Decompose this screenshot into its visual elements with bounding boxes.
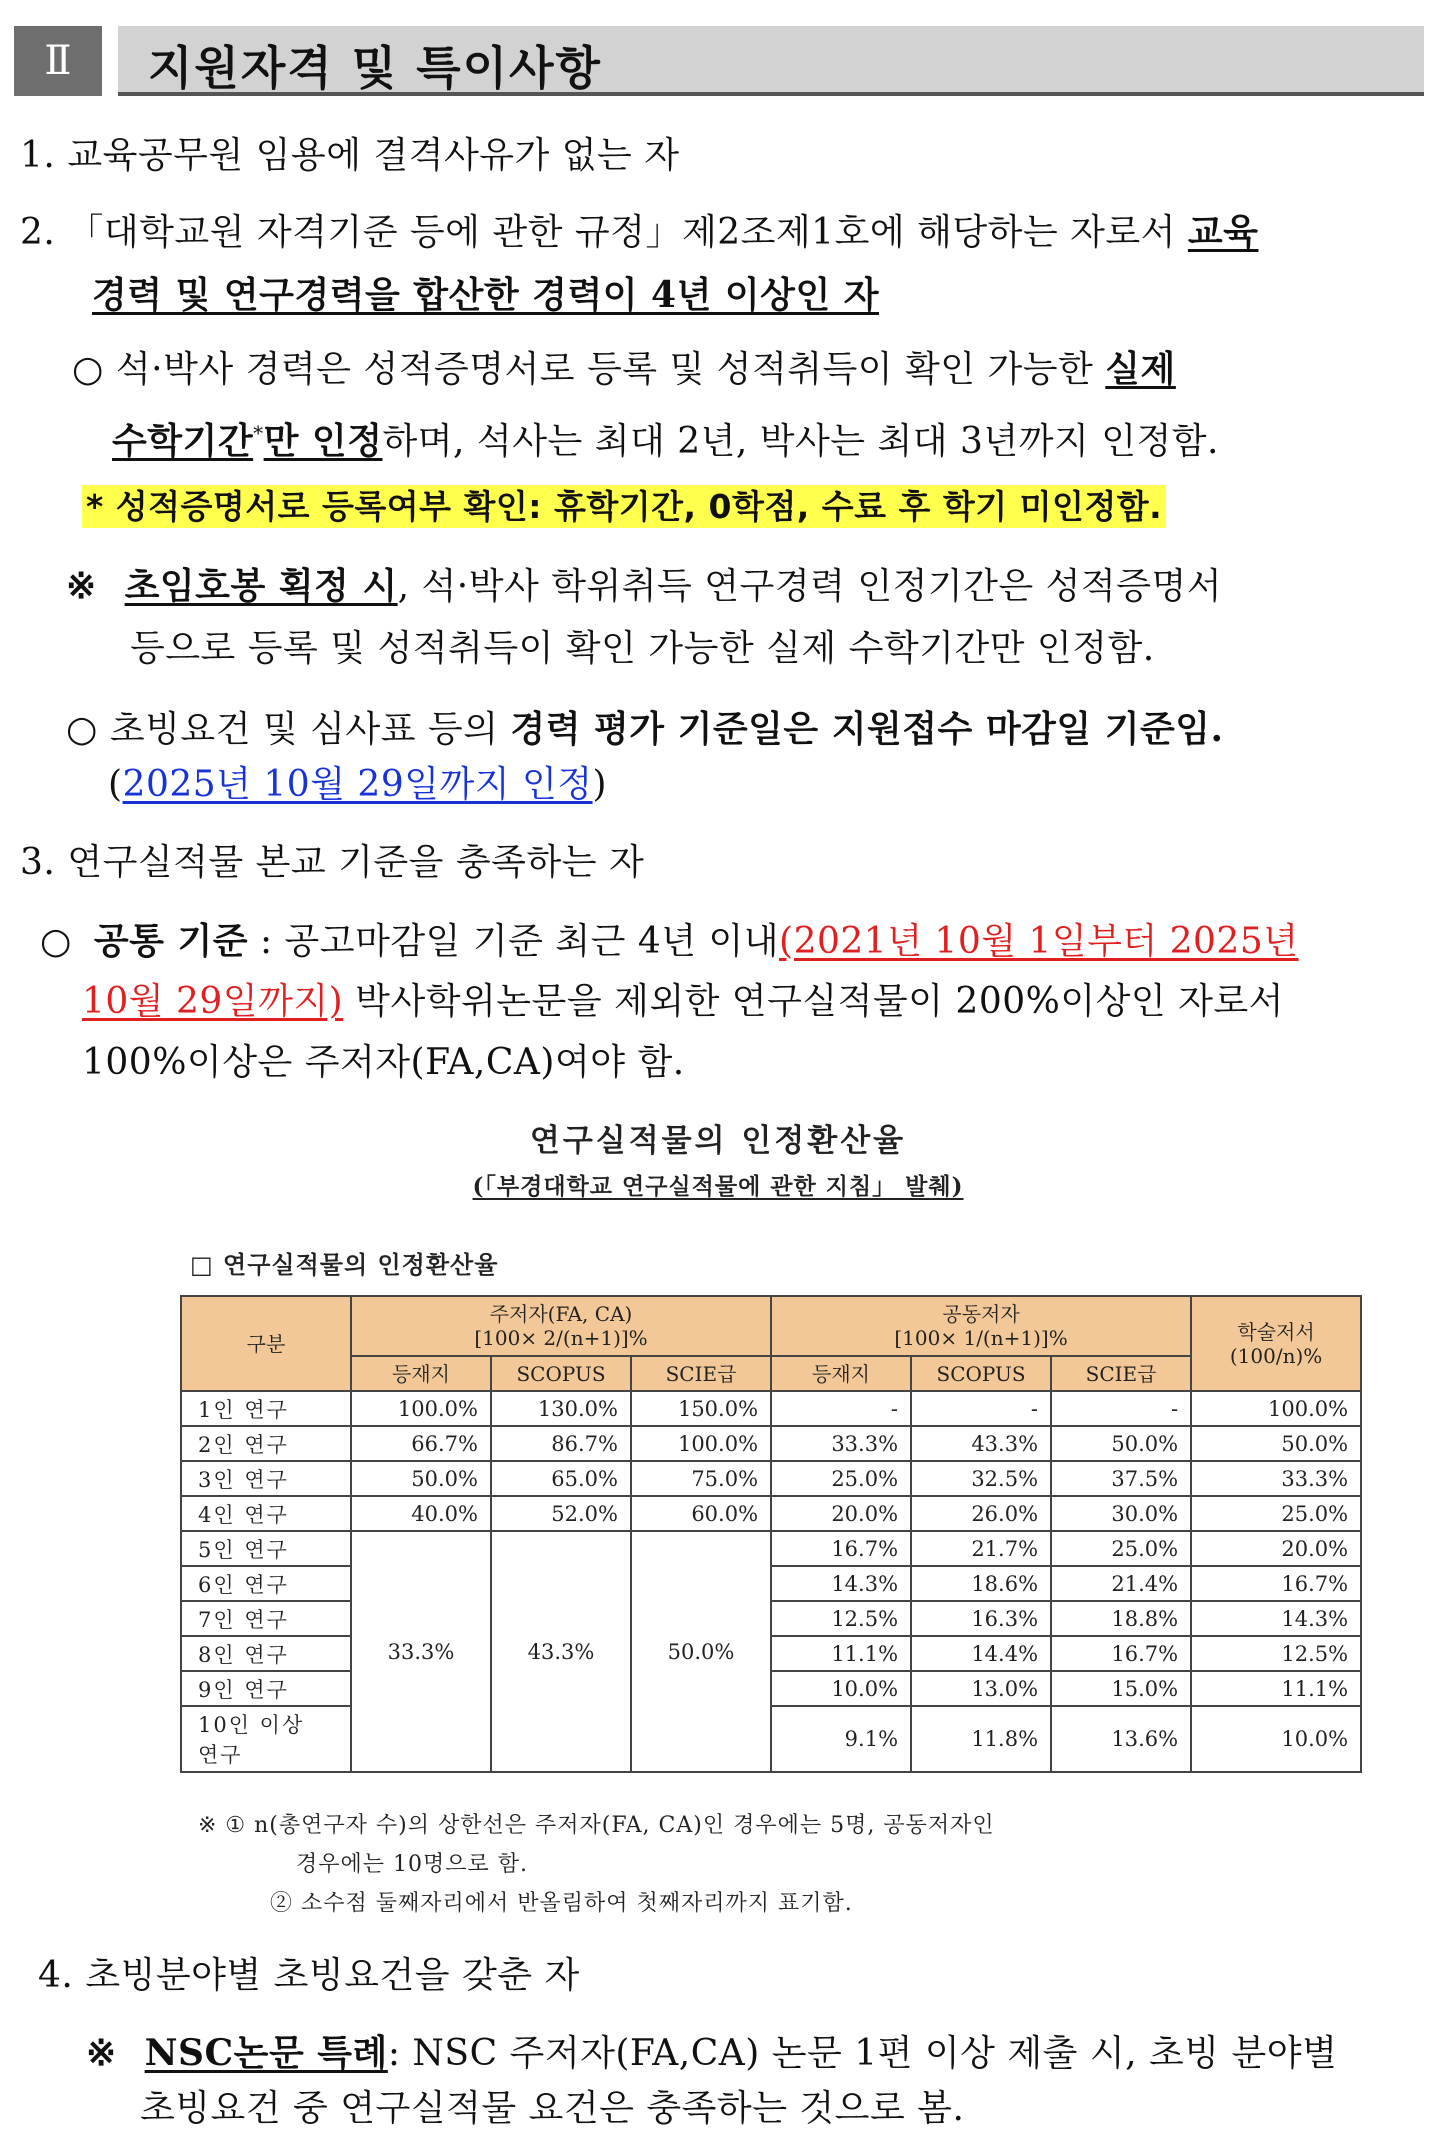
item-4 [38, 1953, 580, 1999]
bold-text: 경력 평가 기준일은 지원접수 마감일 기준임. [510, 708, 1224, 750]
cell: 21.4% [1051, 1566, 1191, 1601]
red-date-text: (2021년 10월 1일부터 2025년 [779, 921, 1299, 962]
plain-text: 하며, 석사는 최대 2년, 박사는 최대 3년까지 인정함. [382, 421, 1219, 462]
bullet-2 [66, 706, 1224, 753]
item-text: 초빙분야별 초빙요건을 갖춘 자 [85, 1955, 580, 1996]
cell: 9.1% [771, 1706, 911, 1772]
header-co-author [771, 1296, 1191, 1356]
figure-subtitle: (「부경대학교 연구실적물에 관한 지침」 발췌) [472, 1173, 964, 1200]
table-row [181, 1391, 1361, 1426]
cell: 12.5% [1191, 1636, 1361, 1671]
bullet-mark: ○ [72, 349, 104, 390]
cell: 20.0% [1191, 1531, 1361, 1566]
section-title-bar [118, 26, 1424, 96]
cell: 52.0% [491, 1496, 631, 1531]
cell: 13.6% [1051, 1706, 1191, 1772]
table-caption: □ 연구실적물의 인정환산율 [190, 1250, 499, 1279]
merged-cell: 43.3% [491, 1531, 631, 1772]
item-number: 2. [20, 212, 56, 253]
bullet-text: 초빙요건 및 심사표 등의 [109, 709, 511, 750]
item-number: 4. [38, 1955, 74, 1996]
cell: 10.0% [1191, 1706, 1361, 1772]
figure-title: 연구실적물의 인정환산율 [529, 1123, 907, 1159]
table-row [181, 1461, 1361, 1496]
cell: 16.3% [911, 1601, 1051, 1636]
row-label-line2: 연구 [198, 1743, 243, 1767]
bullet-mark: ○ [66, 709, 98, 750]
underlined-text: NSC논문 특례 [144, 2032, 388, 2074]
bold-text: 공통 기준 [93, 920, 249, 962]
row-label: 4인 연구 [181, 1496, 351, 1531]
cell: 33.3% [771, 1426, 911, 1461]
note-1 [66, 563, 1222, 610]
row-label: 8인 연구 [181, 1636, 351, 1671]
cell: 75.0% [631, 1461, 771, 1496]
cell: 65.0% [491, 1461, 631, 1496]
cell: 50.0% [1051, 1426, 1191, 1461]
plain-text: , 석·박사 학위취득 연구경력 인정기간은 성적증명서 [397, 566, 1223, 607]
table-row [181, 1426, 1361, 1461]
table-note-1b: 경우에는 10명으로 함. [296, 1852, 528, 1877]
item-3 [20, 840, 644, 886]
footnote-star: * [253, 421, 264, 445]
cell: 33.3% [1191, 1461, 1361, 1496]
underlined-text: 만 인정 [263, 420, 383, 462]
blue-date-text: 2025년 10월 29일까지 인정 [122, 764, 593, 805]
subheader: SCIE급 [631, 1356, 771, 1391]
item-text-underlined: 교육 [1187, 211, 1259, 253]
section-title: 지원자격 및 특이사항 [148, 41, 602, 95]
subheader: SCOPUS [491, 1356, 631, 1391]
cell: 50.0% [351, 1461, 491, 1496]
subheader: 등재지 [771, 1356, 911, 1391]
cell: 66.7% [351, 1426, 491, 1461]
cell: 60.0% [631, 1496, 771, 1531]
subheader: SCIE급 [1051, 1356, 1191, 1391]
cell: 100.0% [1191, 1391, 1361, 1426]
plain-text: 박사학위논문을 제외한 연구실적물이 200%이상인 자로서 [343, 981, 1284, 1022]
cell: 20.0% [771, 1496, 911, 1531]
cell: 18.8% [1051, 1601, 1191, 1636]
cell: 11.8% [911, 1706, 1051, 1772]
section-number: Ⅱ [14, 26, 102, 96]
header-main-author-label: 주저자(FA, CA) [489, 1302, 633, 1326]
cell: 40.0% [351, 1496, 491, 1531]
table-row [181, 1531, 1361, 1566]
bullet-3 [40, 918, 1299, 965]
cell: 16.7% [771, 1531, 911, 1566]
row-label: 9인 연구 [181, 1671, 351, 1706]
nsc-note-line2: 초빙요건 중 연구실적물 요건은 충족하는 것으로 봄. [140, 2088, 965, 2129]
cell: 10.0% [771, 1671, 911, 1706]
cell: 100.0% [631, 1426, 771, 1461]
bullet-mark: ○ [40, 921, 72, 962]
cell: 37.5% [1051, 1461, 1191, 1496]
note-mark: ※ [66, 565, 97, 607]
cell: 12.5% [771, 1601, 911, 1636]
cell: 11.1% [1191, 1671, 1361, 1706]
cell: 16.7% [1051, 1636, 1191, 1671]
paren: ) [592, 764, 608, 805]
cell: 11.1% [771, 1636, 911, 1671]
underlined-text: 수학기간 [112, 420, 254, 462]
header-main-author-formula: [100× 2/(n+1)]% [474, 1326, 648, 1350]
bullet-text: 석·박사 경력은 성적증명서로 등록 및 성적취득이 확인 가능한 [115, 349, 1106, 390]
row-label: 6인 연구 [181, 1566, 351, 1601]
row-label: 5인 연구 [181, 1531, 351, 1566]
item-1 [20, 133, 680, 179]
table-note-1a: ※ ① n(총연구자 수)의 상한선은 주저자(FA, CA)인 경우에는 5명, 공동저자인 [198, 1813, 995, 1838]
subheader: 등재지 [351, 1356, 491, 1391]
cell: 26.0% [911, 1496, 1051, 1531]
cell: 150.0% [631, 1391, 771, 1426]
merged-cell: 50.0% [631, 1531, 771, 1772]
plain-text: : NSC 주저자(FA,CA) 논문 1편 이상 제출 시, 초빙 분야별 [387, 2033, 1338, 2074]
cell: 21.7% [911, 1531, 1051, 1566]
red-date-text: 10월 29일까지) [82, 981, 344, 1022]
row-label-line1: 10인 이상 [198, 1713, 305, 1737]
cell: 16.7% [1191, 1566, 1361, 1601]
header-co-author-formula: [100× 1/(n+1)]% [894, 1326, 1068, 1350]
cell: 100.0% [351, 1391, 491, 1426]
nsc-note [86, 2030, 1337, 2077]
cell: - [911, 1391, 1051, 1426]
cell: 14.4% [911, 1636, 1051, 1671]
header-book-formula: (100/n)% [1229, 1343, 1323, 1368]
bullet-2-line2 [108, 762, 607, 808]
cell: 43.3% [911, 1426, 1051, 1461]
bullet-1-line2 [112, 410, 1219, 465]
header-co-author-label: 공동저자 [942, 1302, 1020, 1326]
row-label: 3인 연구 [181, 1461, 351, 1496]
header-book [1191, 1296, 1361, 1391]
cell: 14.3% [771, 1566, 911, 1601]
merged-cell: 33.3% [351, 1531, 491, 1772]
bullet-text-underlined: 실제 [1105, 348, 1176, 390]
cell: - [1051, 1391, 1191, 1426]
row-label [181, 1706, 351, 1772]
header-book-label: 학술저서 [1237, 1319, 1315, 1344]
table-note-2: ② 소수점 둘째자리에서 반올림하여 첫째자리까지 표기함. [270, 1891, 853, 1916]
cell: 32.5% [911, 1461, 1051, 1496]
cell: 30.0% [1051, 1496, 1191, 1531]
cell: - [771, 1391, 911, 1426]
plain-text: : 공고마감일 기준 최근 4년 이내 [248, 921, 780, 962]
header-main-author [351, 1296, 771, 1356]
note-mark: ※ [86, 2032, 117, 2074]
conversion-rate-table [180, 1295, 1362, 1773]
cell: 25.0% [771, 1461, 911, 1496]
highlight-text: * 성적증명서로 등록여부 확인: 휴학기간, 0학점, 수료 후 학기 미인정함. [82, 485, 1166, 528]
item-2 [20, 209, 1258, 256]
row-label: 1인 연구 [181, 1391, 351, 1426]
item-number: 1. [20, 135, 56, 176]
cell: 130.0% [491, 1391, 631, 1426]
highlight-note [82, 484, 1166, 530]
item-2-line2: 경력 및 연구경력을 합산한 경력이 4년 이상인 자 [92, 274, 880, 316]
bullet-3-line2 [82, 979, 1284, 1025]
item-text: 교육공무원 임용에 결격사유가 없는 자 [67, 135, 680, 176]
row-label: 7인 연구 [181, 1601, 351, 1636]
paren: ( [108, 764, 123, 805]
item-text: 연구실적물 본교 기준을 충족하는 자 [67, 842, 645, 883]
item-number: 3. [20, 842, 56, 883]
item-text: 「대학교원 자격기준 등에 관한 규정」제2조제1호에 해당하는 자로서 [67, 212, 1188, 253]
cell: 14.3% [1191, 1601, 1361, 1636]
subheader: SCOPUS [911, 1356, 1051, 1391]
underlined-text: 초임호봉 획정 시 [124, 565, 398, 607]
cell: 25.0% [1191, 1496, 1361, 1531]
bullet-1 [72, 346, 1176, 393]
cell: 13.0% [911, 1671, 1051, 1706]
cell: 25.0% [1051, 1531, 1191, 1566]
row-label: 2인 연구 [181, 1426, 351, 1461]
cell: 86.7% [491, 1426, 631, 1461]
cell: 18.6% [911, 1566, 1051, 1601]
note-1-line2: 등으로 등록 및 성적취득이 확인 가능한 실제 수학기간만 인정함. [130, 628, 1155, 669]
table-row [181, 1496, 1361, 1531]
header-category: 구분 [181, 1296, 351, 1391]
cell: 50.0% [1191, 1426, 1361, 1461]
bullet-3-line3: 100%이상은 주저자(FA,CA)여야 함. [82, 1042, 685, 1083]
cell: 15.0% [1051, 1671, 1191, 1706]
